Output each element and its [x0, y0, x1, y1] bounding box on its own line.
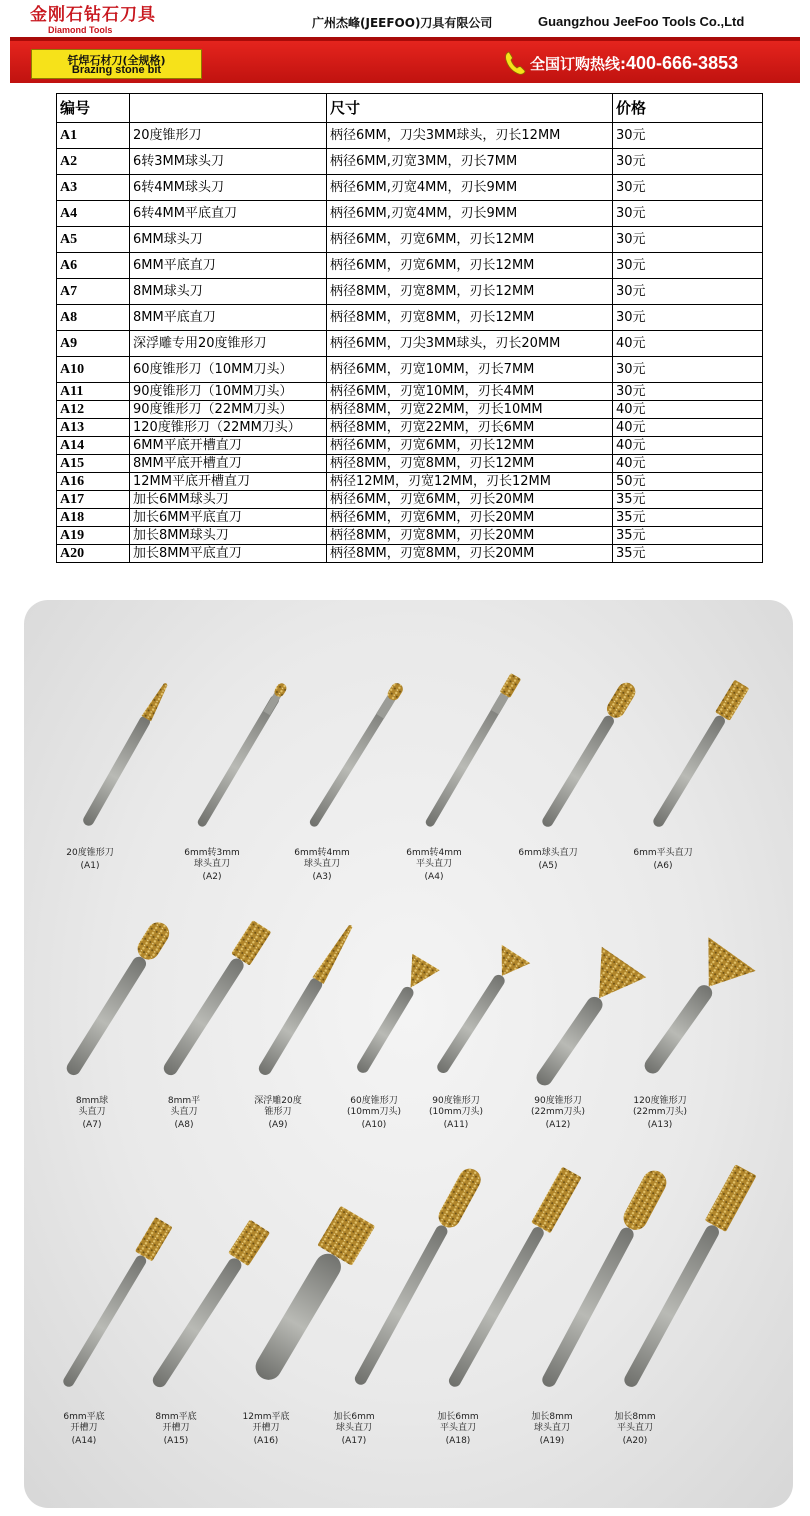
hotline-number: 400-666-3853 [626, 53, 739, 73]
product-caption [416, 1096, 496, 1131]
product-caption-label: 12mm平底 [242, 1412, 290, 1422]
bit-shank [256, 976, 324, 1078]
bit-a5 [537, 679, 638, 830]
product-caption [418, 1412, 498, 1447]
cell-size: 柄径12MM，刃宽12MM，刃长12MM [327, 473, 613, 491]
product-caption-label: 加长6mm [437, 1412, 479, 1422]
bit-shank [641, 982, 715, 1077]
cell-size: 柄径8MM，刃宽22MM，刃长10MM [327, 401, 613, 419]
cell-size: 柄径6MM，刃宽10MM，刃长4MM [327, 383, 613, 401]
bit-shank [435, 973, 507, 1076]
cell-price: 35元 [613, 491, 763, 509]
product-caption-label: 开槽刀 [252, 1423, 280, 1433]
product-caption-code: (A3) [312, 872, 332, 882]
bit-head [531, 1167, 581, 1234]
bit-head [135, 1217, 173, 1262]
product-caption-code: (A4) [424, 872, 444, 882]
cell-name: 6转3MM球头刀 [130, 149, 327, 175]
bit-a13 [624, 937, 755, 1089]
cell-size: 柄径8MM，刃宽8MM，刃长12MM [327, 279, 613, 305]
product-caption-label: 6mm平头直刀 [633, 848, 693, 858]
bit-shank [355, 985, 416, 1075]
product-caption-code: (A16) [253, 1436, 279, 1446]
product-caption-label: 90度锥形刀 [534, 1096, 582, 1106]
product-caption-code: (A14) [71, 1436, 97, 1446]
bit-shank [81, 714, 152, 828]
bit-shank [150, 1256, 244, 1390]
cell-code: A1 [57, 123, 130, 149]
product-caption-label: 加长6mm [333, 1412, 375, 1422]
product-caption [623, 848, 703, 872]
product-caption [282, 848, 362, 883]
brand-name-cn: 金刚石钻石刀具 [30, 5, 156, 25]
hotline-label: 全国订购热线: [530, 55, 626, 73]
bit-head [604, 679, 639, 721]
bit-a8 [158, 920, 272, 1080]
product-caption-label: 8mm球 [75, 1096, 109, 1106]
bit-head [619, 1166, 670, 1234]
bit-head [142, 681, 172, 722]
cell-price: 50元 [613, 473, 763, 491]
product-caption-label: 头直刀 [78, 1107, 106, 1117]
cell-name: 6转4MM平底直刀 [130, 201, 327, 227]
cell-size: 柄径8MM，刃宽8MM，刃长12MM [327, 455, 613, 473]
product-caption-label: 开槽刀 [162, 1423, 190, 1433]
product-caption-code: (A2) [202, 872, 222, 882]
cell-price: 40元 [613, 419, 763, 437]
product-caption-code: (A13) [647, 1120, 673, 1130]
product-caption-label: 8mm平底 [155, 1412, 197, 1422]
cell-price: 30元 [613, 279, 763, 305]
cell-name: 20度锥形刀 [130, 123, 327, 149]
product-caption-label: 6mm转4mm [406, 848, 462, 858]
cell-name: 120度锥形刀（22MM刀头） [130, 419, 327, 437]
bit-a7 [61, 918, 174, 1080]
cell-price: 30元 [613, 227, 763, 253]
product-caption-label: (22mm刀头) [530, 1107, 585, 1117]
cell-price: 40元 [613, 401, 763, 419]
bit-shank [533, 994, 605, 1089]
product-caption [508, 848, 588, 872]
cell-name: 加长6MM球头刀 [130, 491, 327, 509]
category-name-cn: 钎焊石材刀(全规格) [67, 54, 166, 67]
cell-code: A10 [57, 357, 130, 383]
bit-a12 [518, 947, 646, 1100]
product-caption-code: (A12) [545, 1120, 571, 1130]
cell-code: A8 [57, 305, 130, 331]
product-caption-label: 加长8mm [614, 1412, 656, 1422]
header-code: 编号 [57, 94, 130, 123]
product-caption [394, 848, 474, 883]
product-caption [518, 1096, 598, 1131]
cell-price: 30元 [613, 253, 763, 279]
cell-name: 6MM平底开槽直刀 [130, 437, 327, 455]
cell-price: 30元 [613, 149, 763, 175]
cell-code: A13 [57, 419, 130, 437]
product-caption [172, 848, 252, 883]
cell-name: 加长6MM平底直刀 [130, 509, 327, 527]
cell-code: A7 [57, 279, 130, 305]
product-caption-code: (A20) [622, 1436, 648, 1446]
cell-code: A18 [57, 509, 130, 527]
product-caption [144, 1096, 224, 1131]
cell-size: 柄径8MM，刃宽8MM，刃长20MM [327, 545, 613, 563]
bit-a11 [426, 945, 531, 1081]
bit-shank [61, 1254, 148, 1389]
product-caption-label: (10mm刀头) [428, 1107, 483, 1117]
product-caption-label: 头直刀 [170, 1107, 198, 1117]
product-caption-label: 球头直刀 [533, 1423, 570, 1433]
product-caption-code: (A18) [445, 1436, 471, 1446]
bit-a2 [196, 681, 289, 828]
product-caption [620, 1096, 700, 1131]
product-caption-label: (22mm刀头) [632, 1107, 687, 1117]
product-caption-label: 6mm球头直刀 [518, 848, 578, 858]
bit-shank [447, 1225, 546, 1389]
product-caption-label: 加长8mm [531, 1412, 573, 1422]
bit-a1 [81, 681, 171, 828]
cell-name: 60度锥形刀（10MM刀头） [130, 357, 327, 383]
product-caption-label: 20度锥形刀 [66, 848, 114, 858]
cell-size: 柄径6MM，刃宽6MM，刃长20MM [327, 509, 613, 527]
cell-price: 40元 [613, 437, 763, 455]
cell-size: 柄径6MM，刀尖3MM球头，刃长20MM [327, 331, 613, 357]
product-caption-code: (A6) [653, 861, 673, 871]
cell-name: 8MM平底直刀 [130, 305, 327, 331]
cell-size: 柄径6MM,刃宽4MM，刃长9MM [327, 201, 613, 227]
header-size: 尺寸 [327, 94, 613, 123]
product-caption-code: (A15) [163, 1436, 189, 1446]
bit-shank [540, 714, 616, 829]
cell-name: 12MM平底开槽直刀 [130, 473, 327, 491]
cell-size: 柄径8MM，刃宽8MM，刃长20MM [327, 527, 613, 545]
company-name-en: Guangzhou JeeFoo Tools Co.,Ltd [538, 14, 745, 29]
product-caption-code: (A17) [341, 1436, 367, 1446]
cell-size: 柄径8MM，刃宽22MM，刃长6MM [327, 419, 613, 437]
product-caption-label: 平头直刀 [415, 859, 452, 869]
product-caption-label: 平头直刀 [616, 1423, 653, 1433]
cell-code: A15 [57, 455, 130, 473]
bit-a10 [346, 954, 439, 1080]
category-name-en: Brazing stone bit [71, 64, 162, 76]
product-caption-code: (A11) [443, 1120, 469, 1130]
cell-name: 加长8MM平底直刀 [130, 545, 327, 563]
product-caption-code: (A8) [174, 1120, 194, 1130]
cell-code: A14 [57, 437, 130, 455]
bit-a4 [423, 673, 521, 829]
product-caption-label: 球头直刀 [193, 859, 230, 869]
product-caption [314, 1412, 394, 1447]
bit-shank [251, 1249, 346, 1385]
cell-price: 30元 [613, 201, 763, 227]
bit-shank [64, 954, 149, 1078]
cell-price: 40元 [613, 455, 763, 473]
cell-name: 6转4MM球头刀 [130, 175, 327, 201]
cell-name: 90度锥形刀（10MM刀头） [130, 383, 327, 401]
cell-name: 深浮雕专用20度锥形刀 [130, 331, 327, 357]
cell-size: 柄径6MM，刃宽10MM，刃长7MM [327, 357, 613, 383]
product-caption [136, 1412, 216, 1447]
cell-code: A11 [57, 383, 130, 401]
cell-code: A19 [57, 527, 130, 545]
product-caption [595, 1412, 675, 1447]
cell-price: 35元 [613, 527, 763, 545]
bit-head [715, 680, 749, 721]
bit-shank [161, 956, 246, 1078]
cell-name: 90度锥形刀（22MM刀头） [130, 401, 327, 419]
cell-name: 8MM球头刀 [130, 279, 327, 305]
product-caption-label: (10mm刀头) [346, 1107, 401, 1117]
brand-name-en: Diamond Tools [48, 25, 113, 35]
cell-size: 柄径8MM，刃宽8MM，刃长12MM [327, 305, 613, 331]
cell-price: 30元 [613, 305, 763, 331]
product-caption-code: (A5) [538, 861, 558, 871]
product-caption-label: 120度锥形刀 [633, 1096, 687, 1106]
bit-head [312, 922, 356, 984]
product-caption [238, 1096, 318, 1131]
product-caption-code: (A9) [268, 1120, 288, 1130]
product-caption [512, 1412, 592, 1447]
cell-code: A2 [57, 149, 130, 175]
bit-shank [622, 1223, 722, 1390]
product-caption-label: 球头直刀 [335, 1423, 372, 1433]
cell-name: 6MM平底直刀 [130, 253, 327, 279]
product-caption-code: (A19) [539, 1436, 565, 1446]
product-caption-label: 深浮雕20度 [254, 1096, 302, 1106]
product-caption-label: 8mm平 [167, 1096, 201, 1106]
product-caption-code: (A1) [80, 861, 100, 871]
product-caption [44, 1412, 124, 1447]
cell-code: A12 [57, 401, 130, 419]
cell-price: 40元 [613, 331, 763, 357]
cell-size: 柄径6MM，刃宽6MM，刃长12MM [327, 253, 613, 279]
cell-size: 柄径6MM,刃宽4MM，刃长9MM [327, 175, 613, 201]
bit-shank [540, 1225, 636, 1389]
product-caption-label: 90度锥形刀 [432, 1096, 480, 1106]
product-caption-label: 锥形刀 [264, 1107, 292, 1117]
product-caption-label: 6mm转3mm [184, 848, 240, 858]
product-caption-label: 6mm转4mm [294, 848, 350, 858]
cell-name: 6MM球头刀 [130, 227, 327, 253]
cell-name: 加长8MM球头刀 [130, 527, 327, 545]
bit-a3 [307, 681, 405, 829]
cell-price: 35元 [613, 509, 763, 527]
bit-shank [353, 1223, 450, 1387]
cell-code: A17 [57, 491, 130, 509]
bit-shank [424, 693, 509, 829]
company-name-cn: 广州杰峰(JEEFOO)刀具有限公司 [312, 16, 493, 30]
bit-a9 [256, 922, 356, 1077]
product-caption [50, 848, 130, 872]
bit-shank [651, 714, 727, 829]
product-caption-label: 平头直刀 [439, 1423, 476, 1433]
cell-price: 35元 [613, 545, 763, 563]
cell-size: 柄径6MM,刃宽3MM，刃长7MM [327, 149, 613, 175]
product-caption [52, 1096, 132, 1131]
cell-price: 30元 [613, 383, 763, 401]
cell-price: 30元 [613, 123, 763, 149]
cell-size: 柄径6MM，刀尖3MM球头，刃长12MM [327, 123, 613, 149]
cell-code: A6 [57, 253, 130, 279]
cell-code: A3 [57, 175, 130, 201]
bit-a14 [57, 1217, 172, 1391]
cell-size: 柄径6MM，刃宽6MM，刃长20MM [327, 491, 613, 509]
header-price: 价格 [613, 94, 763, 123]
cell-code: A16 [57, 473, 130, 491]
bit-head [435, 1165, 485, 1232]
cell-price: 30元 [613, 357, 763, 383]
cell-size: 柄径6MM，刃宽6MM，刃长12MM [327, 227, 613, 253]
cell-price: 30元 [613, 175, 763, 201]
cell-code: A9 [57, 331, 130, 357]
product-caption-label: 开槽刀 [70, 1423, 98, 1433]
cell-size: 柄径6MM，刃宽6MM，刃长12MM [327, 437, 613, 455]
bit-a6 [649, 680, 750, 831]
bit-a15 [146, 1219, 270, 1392]
product-caption-label: 球头直刀 [303, 859, 340, 869]
product-caption-code: (A10) [361, 1120, 387, 1130]
product-caption [334, 1096, 414, 1131]
cell-code: A20 [57, 545, 130, 563]
cell-code: A5 [57, 227, 130, 253]
cell-code: A4 [57, 201, 130, 227]
product-caption-label: 60度锥形刀 [350, 1096, 398, 1106]
product-caption [226, 1412, 306, 1447]
cell-name: 8MM平底开槽直刀 [130, 455, 327, 473]
product-caption-label: 6mm平底 [63, 1412, 105, 1422]
product-caption-code: (A7) [82, 1120, 102, 1130]
bit-head [705, 1164, 757, 1232]
